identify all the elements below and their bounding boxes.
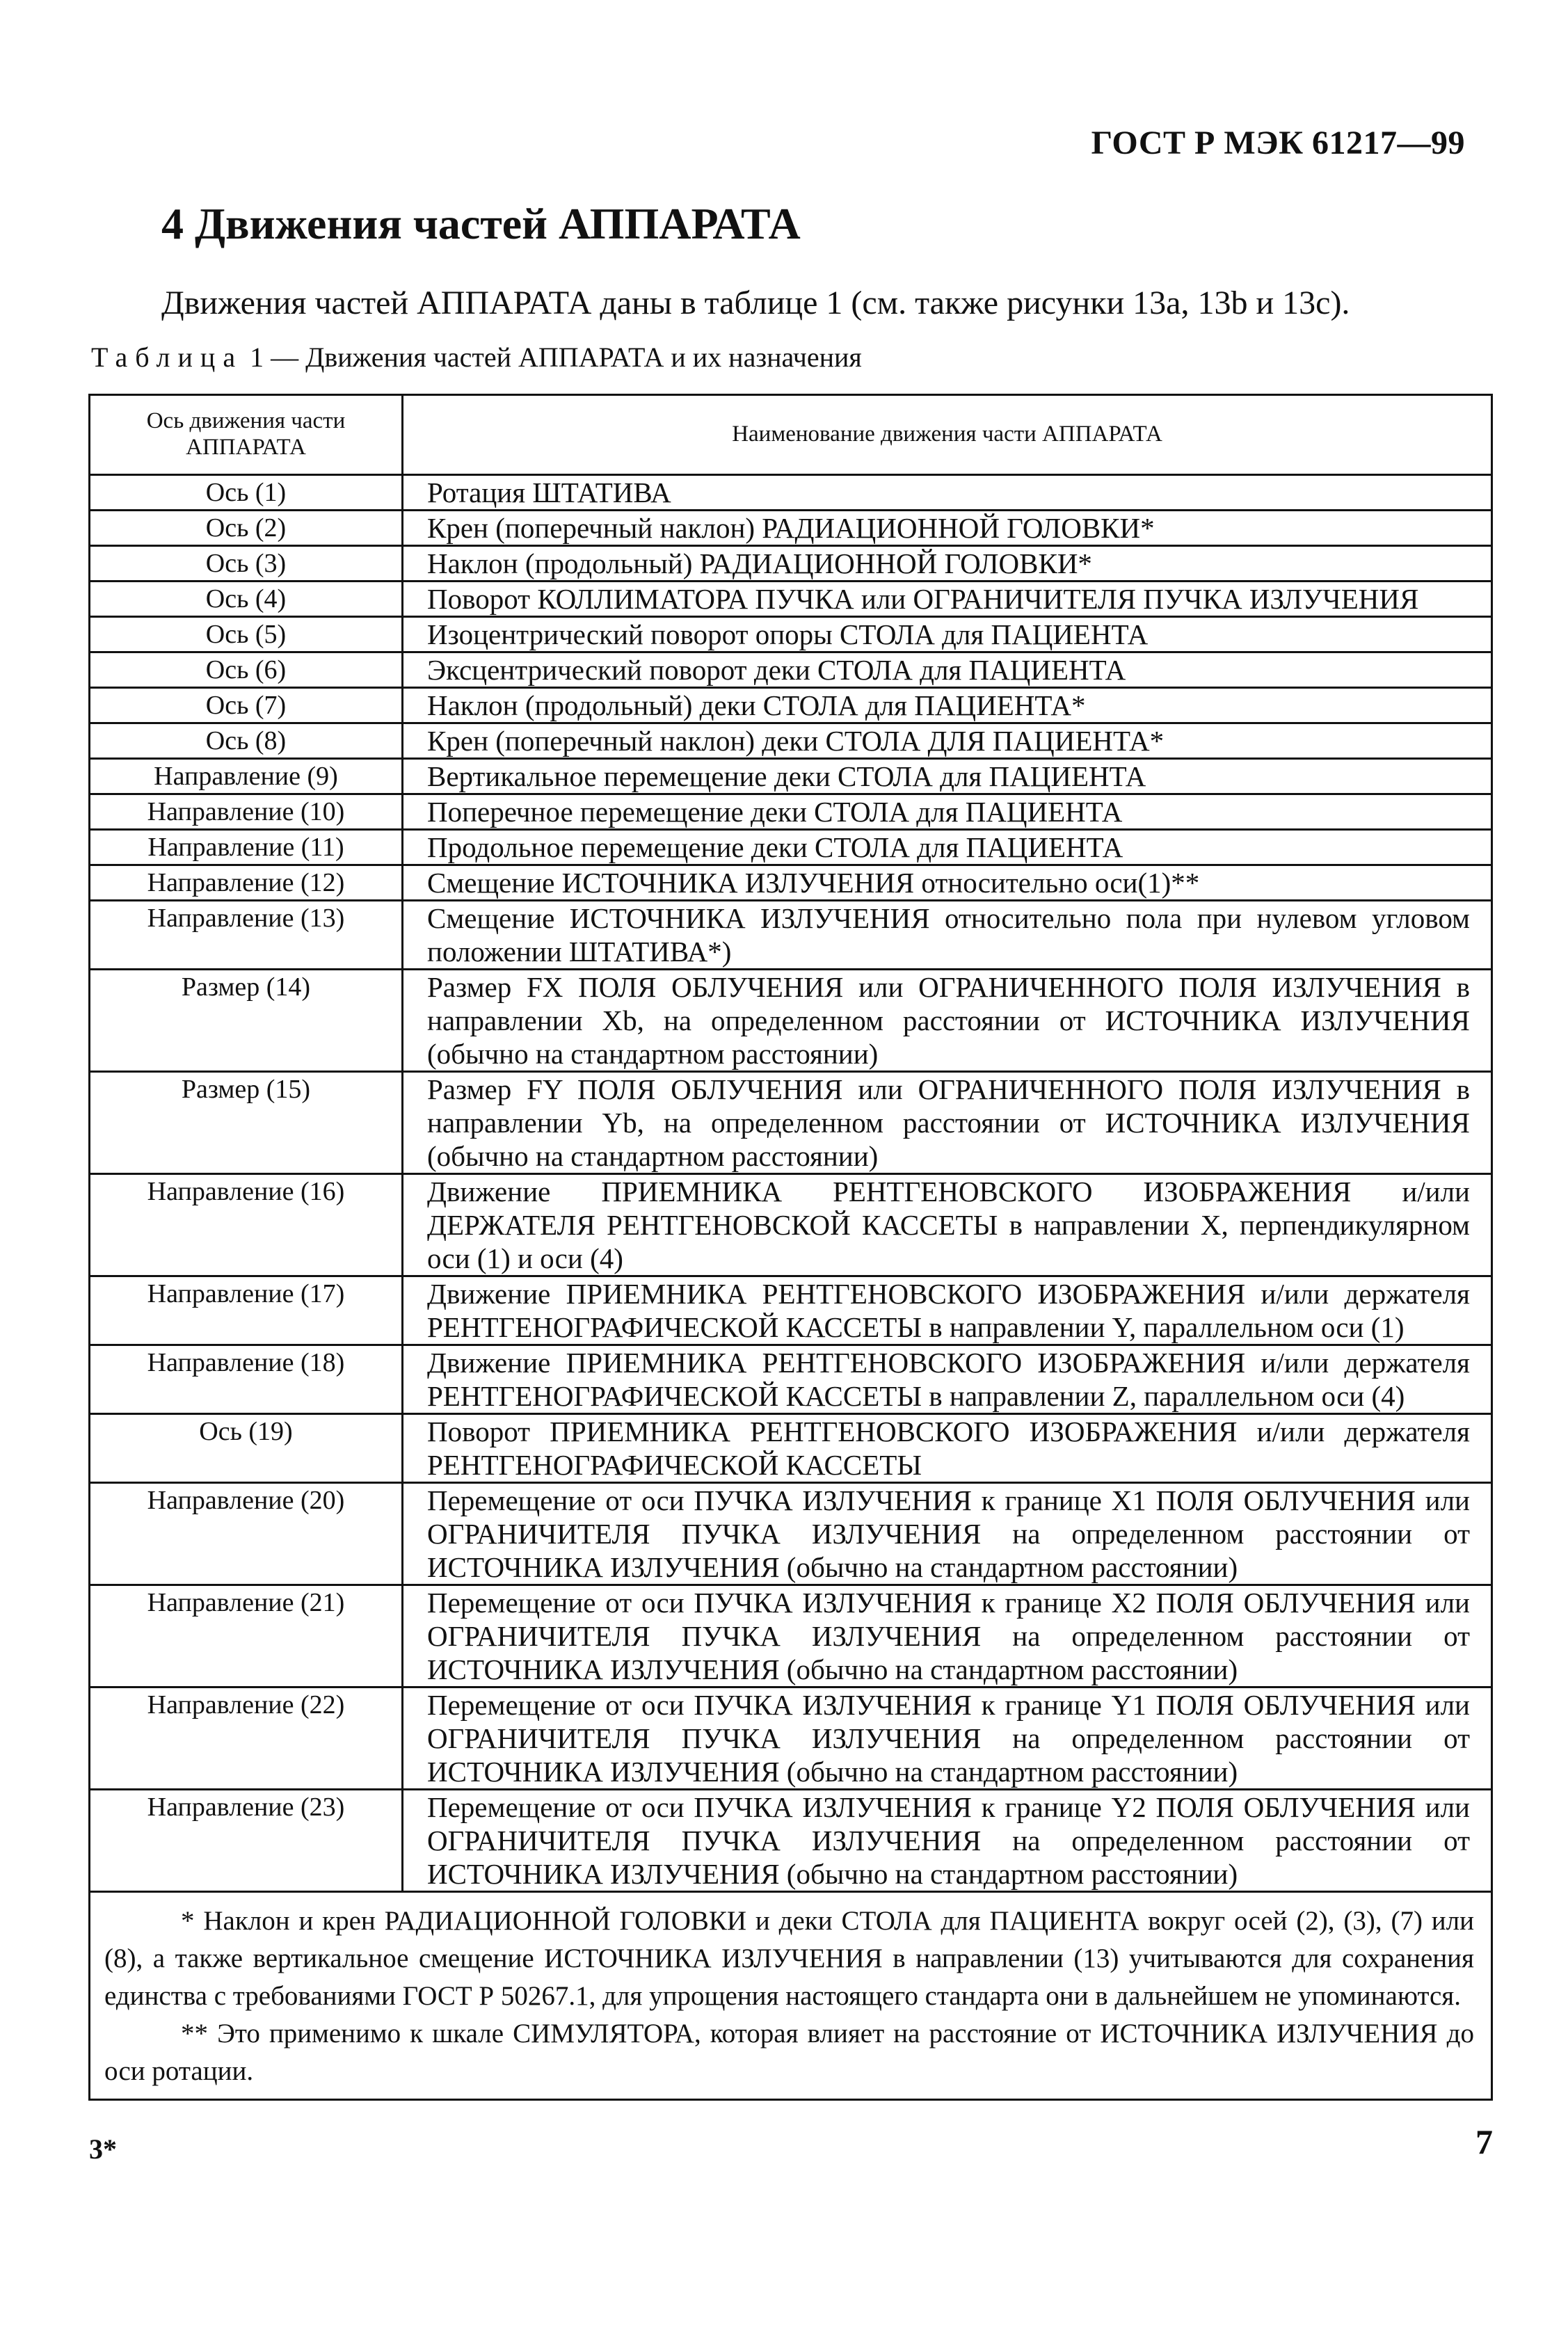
movement-name-cell: Эксцентрический поворот деки СТОЛА для ПАЦИЕНТА [403,652,1492,688]
axis-cell: Направление (10) [90,794,403,830]
movement-name-cell: Крен (поперечный наклон) РАДИАЦИОННОЙ ГОЛОВКИ* [403,511,1492,546]
movement-name-cell: Ротация ШТАТИВА [403,475,1492,511]
axis-cell: Ось (7) [90,688,403,723]
movement-name-cell: Размер FX ПОЛЯ ОБЛУЧЕНИЯ или ОГРАНИЧЕННОГО ПОЛЯ ИЗЛУЧЕНИЯ в направлении Xb, на определенном расстоянии от ИСТОЧНИКА ИЗЛУЧЕНИЯ (обычно на стандартном расстоянии) [403,970,1492,1072]
movement-name-cell: Крен (поперечный наклон) деки СТОЛА ДЛЯ ПАЦИЕНТА* [403,723,1492,759]
axis-cell: Ось (2) [90,511,403,546]
movement-name-cell: Наклон (продольный) деки СТОЛА для ПАЦИЕНТА* [403,688,1492,723]
movement-name-cell: Поворот КОЛЛИМАТОРА ПУЧКА или ОГРАНИЧИТЕЛЯ ПУЧКА ИЗЛУЧЕНИЯ [403,582,1492,617]
movement-name-cell: Поворот ПРИЕМНИКА РЕНТГЕНОВСКОГО ИЗОБРАЖЕНИЯ и/или держателя РЕНТГЕНОГРАФИЧЕСКОЙ КАССЕТЫ [403,1414,1492,1483]
table-row [90,1687,1492,1790]
movements-table [88,394,1493,2101]
table-row [90,617,1492,652]
table-row [90,1483,1492,1585]
table-row [90,652,1492,688]
axis-cell: Ось (1) [90,475,403,511]
table-row [90,582,1492,617]
movement-name-cell: Движение ПРИЕМНИКА РЕНТГЕНОВСКОГО ИЗОБРАЖЕНИЯ и/или держателя РЕНТГЕНОГРАФИЧЕСКОЙ КАССЕТЫ в направлении Y, параллельном оси (1) [403,1276,1492,1345]
table-header-row [90,395,1492,475]
axis-cell: Ось (6) [90,652,403,688]
movement-name-cell: Смещение ИСТОЧНИКА ИЗЛУЧЕНИЯ относительно пола при нулевом угловом положении ШТАТИВА*) [403,901,1492,970]
table-notes-row [90,1892,1492,2100]
axis-cell: Ось (19) [90,1414,403,1483]
axis-cell: Размер (15) [90,1072,403,1174]
axis-cell: Направление (11) [90,830,403,865]
axis-cell: Направление (9) [90,759,403,794]
table-row [90,546,1492,582]
table-caption-text: 1 — Движения частей АППАРАТА и их назначения [243,342,862,373]
axis-cell: Направление (17) [90,1276,403,1345]
table-row [90,723,1492,759]
section-intro: Движения частей АППАРАТА даны в таблице 1 (см. также рисунки 13а, 13b и 13с). [161,284,1350,321]
signature-mark: 3* [89,2133,117,2165]
table-row [90,970,1492,1072]
table-row [90,511,1492,546]
standard-header: ГОСТ Р МЭК 61217—99 [1091,125,1465,161]
table-row [90,1414,1492,1483]
table-row [90,759,1492,794]
axis-cell: Направление (23) [90,1790,403,1892]
axis-cell: Направление (22) [90,1687,403,1790]
axis-cell: Направление (12) [90,865,403,901]
movement-name-cell: Перемещение от оси ПУЧКА ИЗЛУЧЕНИЯ к границе Y2 ПОЛЯ ОБЛУЧЕНИЯ или ОГРАНИЧИТЕЛЯ ПУЧКА ИЗЛУЧЕНИЯ на определенном расстоянии от ИСТОЧНИКА ИЗЛУЧЕНИЯ (обычно на стандартном расстоянии) [403,1790,1492,1892]
axis-cell: Направление (16) [90,1174,403,1276]
table-row [90,1790,1492,1892]
movement-name-cell: Перемещение от оси ПУЧКА ИЗЛУЧЕНИЯ к границе Y1 ПОЛЯ ОБЛУЧЕНИЯ или ОГРАНИЧИТЕЛЯ ПУЧКА ИЗЛУЧЕНИЯ на определенном расстоянии от ИСТОЧНИКА ИЗЛУЧЕНИЯ (обычно на стандартном расстоянии) [403,1687,1492,1790]
table-caption-label: Таблица [91,342,243,373]
table-caption [91,341,862,374]
section-title: 4 Движения частей АППАРАТА [161,199,801,248]
table-row [90,865,1492,901]
movement-name-cell: Изоцентрический поворот опоры СТОЛА для ПАЦИЕНТА [403,617,1492,652]
axis-cell: Ось (8) [90,723,403,759]
table-body [90,475,1492,1892]
table-row [90,1585,1492,1687]
table-row [90,475,1492,511]
note-1: * Наклон и крен РАДИАЦИОННОЙ ГОЛОВКИ и деки СТОЛА для ПАЦИЕНТА вокруг осей (2), (3), (7) или (8), а также вертикальное смещение ИСТОЧНИКА ИЗЛУЧЕНИЯ в направлении (13) учитываются для сохранения единства с требованиями ГОСТ Р 50267.1, для упрощения настоящего стандарта они в дальнейшем не упоминаются. [104,1906,1474,2011]
axis-cell: Размер (14) [90,970,403,1072]
column-header-name: Наименование движения части АППАРАТА [403,395,1492,475]
axis-cell: Направление (18) [90,1345,403,1414]
movement-name-cell: Поперечное перемещение деки СТОЛА для ПАЦИЕНТА [403,794,1492,830]
table-row [90,901,1492,970]
axis-cell: Ось (3) [90,546,403,582]
table-container [88,394,1491,2101]
axis-cell: Ось (4) [90,582,403,617]
note-2: ** Это применимо к шкале СИМУЛЯТОРА, которая влияет на расстояние от ИСТОЧНИКА ИЗЛУЧЕНИЯ до оси ротации. [104,2019,1474,2086]
table-row [90,688,1492,723]
table-row [90,830,1492,865]
movement-name-cell: Вертикальное перемещение деки СТОЛА для ПАЦИЕНТА [403,759,1492,794]
movement-name-cell: Продольное перемещение деки СТОЛА для ПАЦИЕНТА [403,830,1492,865]
page-number: 7 [1475,2122,1493,2161]
table-row [90,1174,1492,1276]
movement-name-cell: Перемещение от оси ПУЧКА ИЗЛУЧЕНИЯ к границе X1 ПОЛЯ ОБЛУЧЕНИЯ или ОГРАНИЧИТЕЛЯ ПУЧКА ИЗЛУЧЕНИЯ на определенном расстоянии от ИСТОЧНИКА ИЗЛУЧЕНИЯ (обычно на стандартном расстоянии) [403,1483,1492,1585]
movement-name-cell: Движение ПРИЕМНИКА РЕНТГЕНОВСКОГО ИЗОБРАЖЕНИЯ и/или ДЕРЖАТЕЛЯ РЕНТГЕНОВСКОЙ КАССЕТЫ в направлении X, перпендикулярном оси (1) и оси (4) [403,1174,1492,1276]
movement-name-cell: Перемещение от оси ПУЧКА ИЗЛУЧЕНИЯ к границе X2 ПОЛЯ ОБЛУЧЕНИЯ или ОГРАНИЧИТЕЛЯ ПУЧКА ИЗЛУЧЕНИЯ на определенном расстоянии от ИСТОЧНИКА ИЗЛУЧЕНИЯ (обычно на стандартном расстоянии) [403,1585,1492,1687]
movement-name-cell: Движение ПРИЕМНИКА РЕНТГЕНОВСКОГО ИЗОБРАЖЕНИЯ и/или держателя РЕНТГЕНОГРАФИЧЕСКОЙ КАССЕТЫ в направлении Z, параллельном оси (4) [403,1345,1492,1414]
axis-cell: Направление (21) [90,1585,403,1687]
table-row [90,1345,1492,1414]
table-row [90,1072,1492,1174]
table-row [90,794,1492,830]
axis-cell: Ось (5) [90,617,403,652]
table-notes [90,1892,1492,2100]
axis-cell: Направление (20) [90,1483,403,1585]
axis-cell: Направление (13) [90,901,403,970]
column-header-axis: Ось движения части АППАРАТА [90,395,403,475]
table-row [90,1276,1492,1345]
movement-name-cell: Размер FY ПОЛЯ ОБЛУЧЕНИЯ или ОГРАНИЧЕННОГО ПОЛЯ ИЗЛУЧЕНИЯ в направлении Yb, на определенном расстоянии от ИСТОЧНИКА ИЗЛУЧЕНИЯ (обычно на стандартном расстоянии) [403,1072,1492,1174]
movement-name-cell: Наклон (продольный) РАДИАЦИОННОЙ ГОЛОВКИ* [403,546,1492,582]
movement-name-cell: Смещение ИСТОЧНИКА ИЗЛУЧЕНИЯ относительно оси(1)** [403,865,1492,901]
